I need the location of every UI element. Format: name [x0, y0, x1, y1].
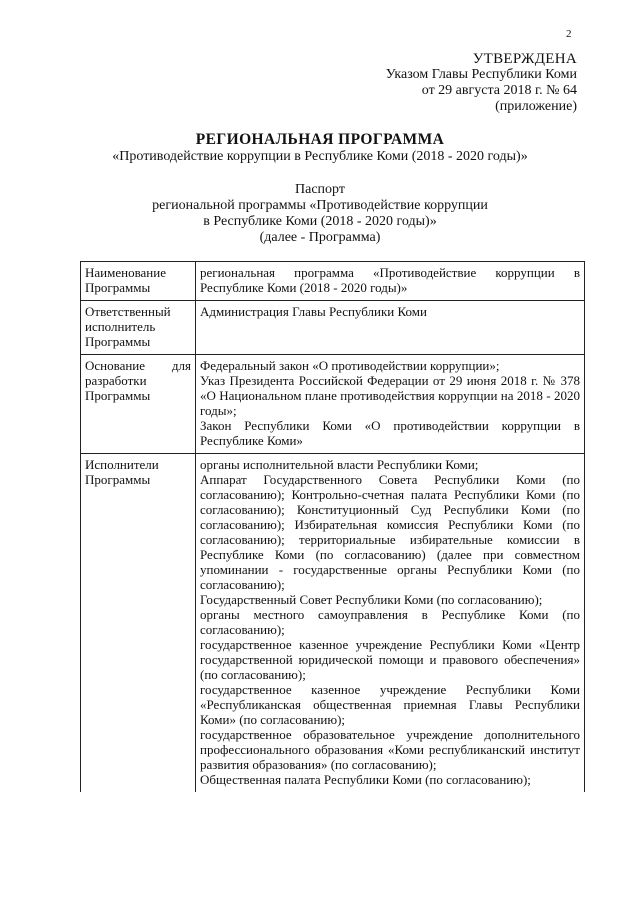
- passport-line-1: региональной программы «Противодействие коррупции: [152, 198, 488, 213]
- approval-appendix: (приложение): [495, 99, 577, 114]
- table-row: [81, 262, 585, 301]
- content-line: Администрация Главы Республики Коми: [200, 304, 427, 319]
- passport-table: [80, 261, 585, 792]
- content-line: Общественная палата Республики Коми (по согласованию);: [200, 772, 531, 787]
- passport-heading: Паспорт: [295, 182, 345, 197]
- table-row: [81, 454, 585, 793]
- row-content-basis: [196, 355, 585, 454]
- program-subtitle: «Противодействие коррупции в Республике Коми (2018 - 2020 годы)»: [112, 149, 528, 164]
- passport-line-3: (далее - Программа): [259, 230, 381, 245]
- content-line: Федеральный закон «О противодействии коррупции»;: [200, 358, 500, 373]
- content-line: государственное образовательное учреждение дополнительного профессионального образования «Коми республиканский институт развития образования» (по согласованию);: [200, 727, 580, 772]
- approval-block: [386, 51, 577, 115]
- content-line: региональная программа «Противодействие коррупции в Республике Коми (2018 - 2020 годы)»: [200, 265, 580, 295]
- passport-heading-block: [0, 182, 640, 246]
- table-row: [81, 301, 585, 355]
- content-line: государственное казенное учреждение Республики Коми «Республиканская общественная приемная Главы Республики Коми» (по согласованию);: [200, 682, 580, 727]
- program-title-block: [0, 131, 640, 165]
- content-line: Государственный Совет Республики Коми (по согласованию);: [200, 592, 543, 607]
- row-content-executors: [196, 454, 585, 793]
- row-content-responsible: [196, 301, 585, 355]
- content-line: Указ Президента Российской Федерации от 29 июня 2018 г. № 378 «О Национальном плане противодействия коррупции на 2018 - 2020 годы»;: [200, 373, 580, 418]
- row-label-responsible: Ответственный исполнитель Программы: [81, 301, 196, 355]
- row-label-name: Наименование Программы: [81, 262, 196, 301]
- content-line: органы исполнительной власти Республики Коми;: [200, 457, 479, 472]
- approval-decree: Указом Главы Республики Коми: [385, 67, 577, 82]
- row-label-basis: Основание для разработки Программы: [81, 355, 196, 454]
- row-label-executors: Исполнители Программы: [81, 454, 196, 793]
- content-line: Закон Республики Коми «О противодействии коррупции в Республике Коми»: [200, 418, 580, 448]
- content-line: Аппарат Государственного Совета Республики Коми (по согласованию); Контрольно-счетная палата Республики Коми (по согласованию); Конституционный Суд Республики Коми (по согласованию); Избирательная комиссия Республики Коми (по согласованию); территориальные избирательные комиссии в Республике Коми (по согласованию) (далее при совместном упоминании - государственные органы Республики Коми (по согласованию);: [200, 472, 580, 592]
- page-number: 2: [566, 28, 572, 40]
- approval-date: от 29 августа 2018 г. № 64: [421, 83, 577, 98]
- table-row: [81, 355, 585, 454]
- program-title: РЕГИОНАЛЬНАЯ ПРОГРАММА: [195, 131, 445, 148]
- passport-line-2: в Республике Коми (2018 - 2020 годы)»: [203, 214, 437, 229]
- content-line: органы местного самоуправления в Республике Коми (по согласованию);: [200, 607, 580, 637]
- content-line: государственное казенное учреждение Республики Коми «Центр государственной юридической помощи и правового обеспечения» (по согласованию);: [200, 637, 580, 682]
- approval-stamp: УТВЕРЖДЕНА: [472, 51, 577, 67]
- row-content-name: [196, 262, 585, 301]
